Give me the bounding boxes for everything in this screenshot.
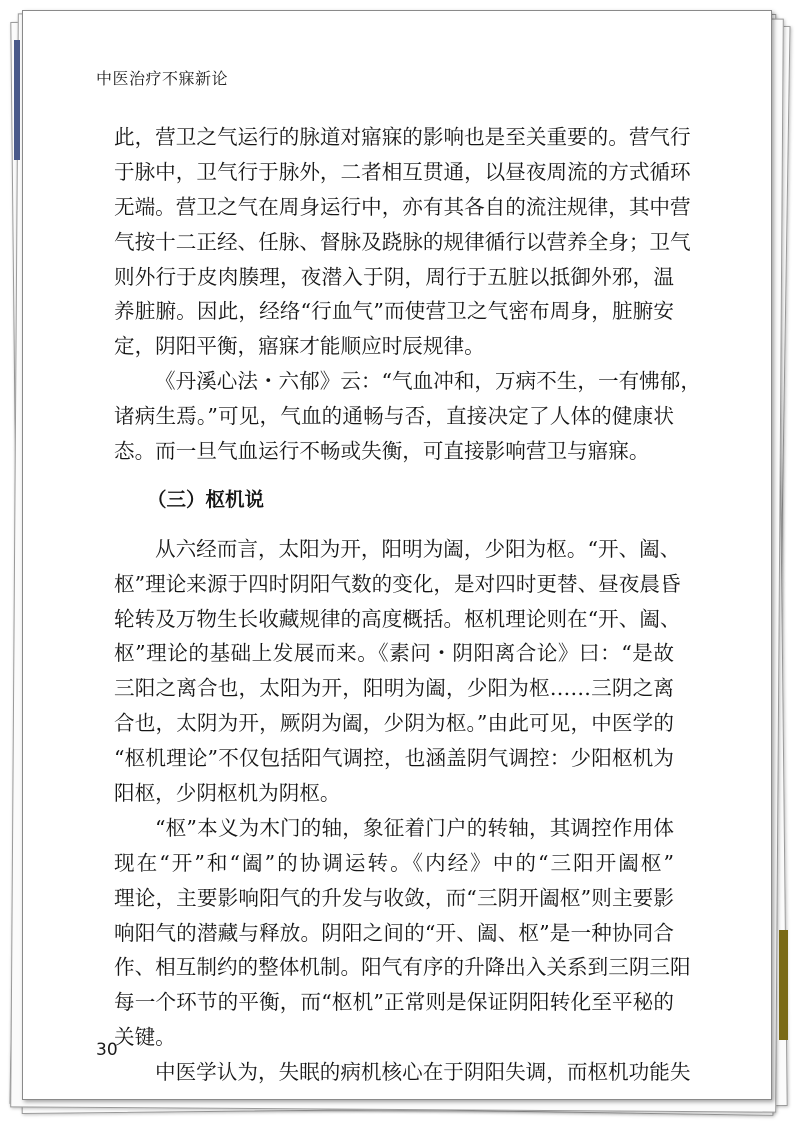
text-line: 气按十二正经、任脉、督脉及跷脉的规律循行以营养全身；卫气	[114, 229, 691, 254]
paragraph	[114, 532, 681, 811]
text-line: 诸病生焉。”可见，气血的通畅与否，直接决定了人体的健康状	[114, 404, 674, 429]
text-line: 定，阴阳平衡，寤寐才能顺应时辰规律。	[114, 334, 485, 359]
text-line: 从六经而言，太阳为开，阳明为阖，少阳为枢。“开、阖、	[155, 536, 681, 561]
text-line: 则外行于皮肉腠理，夜潜入于阴，周行于五脏以抵御外邪，温	[114, 264, 674, 289]
text-line: 关键。	[114, 1025, 176, 1050]
text-line: 无端。营卫之气在周身运行中，亦有其各自的流注规律，其中营	[114, 194, 691, 219]
text-line: 作、相互制约的整体机制。阳气有序的升降出入关系到三阴三阳	[114, 955, 691, 980]
text-line: 响阳气的潜藏与释放。阴阳之间的“开、阖、枢”是一种协同合	[114, 920, 674, 945]
text-line: 轮转及万物生长收藏规律的高度概括。枢机理论则在“开、阖、	[114, 606, 681, 631]
text-line: 枢”理论来源于四时阴阳气数的变化，是对四时更替、昼夜晨昏	[114, 571, 681, 596]
text-line: 三阳之离合也，太阳为开，阳明为阖，少阳为枢……三阴之离	[114, 676, 674, 701]
text-line: 此，营卫之气运行的脉道对寤寐的影响也是至关重要的。营气行	[114, 125, 691, 149]
running-head: 中医治疗不寐新论	[96, 69, 229, 88]
header-rule	[96, 96, 656, 97]
text-line: “枢”本义为木门的轴，象征着门户的转轴，其调控作用体	[155, 815, 674, 840]
paragraph	[114, 811, 691, 1055]
paragraph	[114, 364, 701, 469]
body-text	[114, 120, 701, 1090]
text-line: 养脏腑。因此，经络“行血气”而使营卫之气密布周身，脏腑安	[114, 299, 674, 324]
text-line: 理论，主要影响阳气的升发与收敛，而“三阴开阖枢”则主要影	[114, 885, 674, 910]
paragraph	[114, 1055, 691, 1090]
text-line: 每一个环节的平衡，而“枢机”正常则是保证阴阳转化至平秘的	[114, 990, 674, 1015]
text-line: 《丹溪心法・六郁》云：“气血冲和，万病不生，一有怫郁，	[155, 369, 701, 394]
cover-edge-olive	[779, 930, 788, 1040]
text-line: 阳枢，少阴枢机为阴枢。	[114, 781, 341, 806]
text-line: 于脉中，卫气行于脉外，二者相互贯通，以昼夜周流的方式循环	[114, 159, 691, 184]
text-line: “枢机理论”不仅包括阳气调控，也涵盖阴气调控：少阳枢机为	[114, 746, 674, 771]
text-line: 中医学认为，失眠的病机核心在于阴阳失调，而枢机功能失	[155, 1060, 691, 1085]
text-line: 枢”理论的基础上发展而来。《素问・阴阳离合论》曰：“是故	[114, 641, 674, 666]
paragraph	[114, 120, 691, 364]
page-number: 30	[96, 1040, 118, 1060]
cover-edge-blue	[14, 40, 20, 160]
text-line: 现在“开”和“阖”的协调运转。《内经》中的“三阳开阖枢”	[114, 850, 674, 875]
text-line: 合也，太阴为开，厥阴为阖，少阴为枢。”由此可见，中医学的	[114, 711, 674, 736]
section-heading: （三）枢机说	[147, 487, 265, 511]
text-line: 态。而一旦气血运行不畅或失衡，可直接影响营卫与寤寐。	[114, 439, 650, 464]
